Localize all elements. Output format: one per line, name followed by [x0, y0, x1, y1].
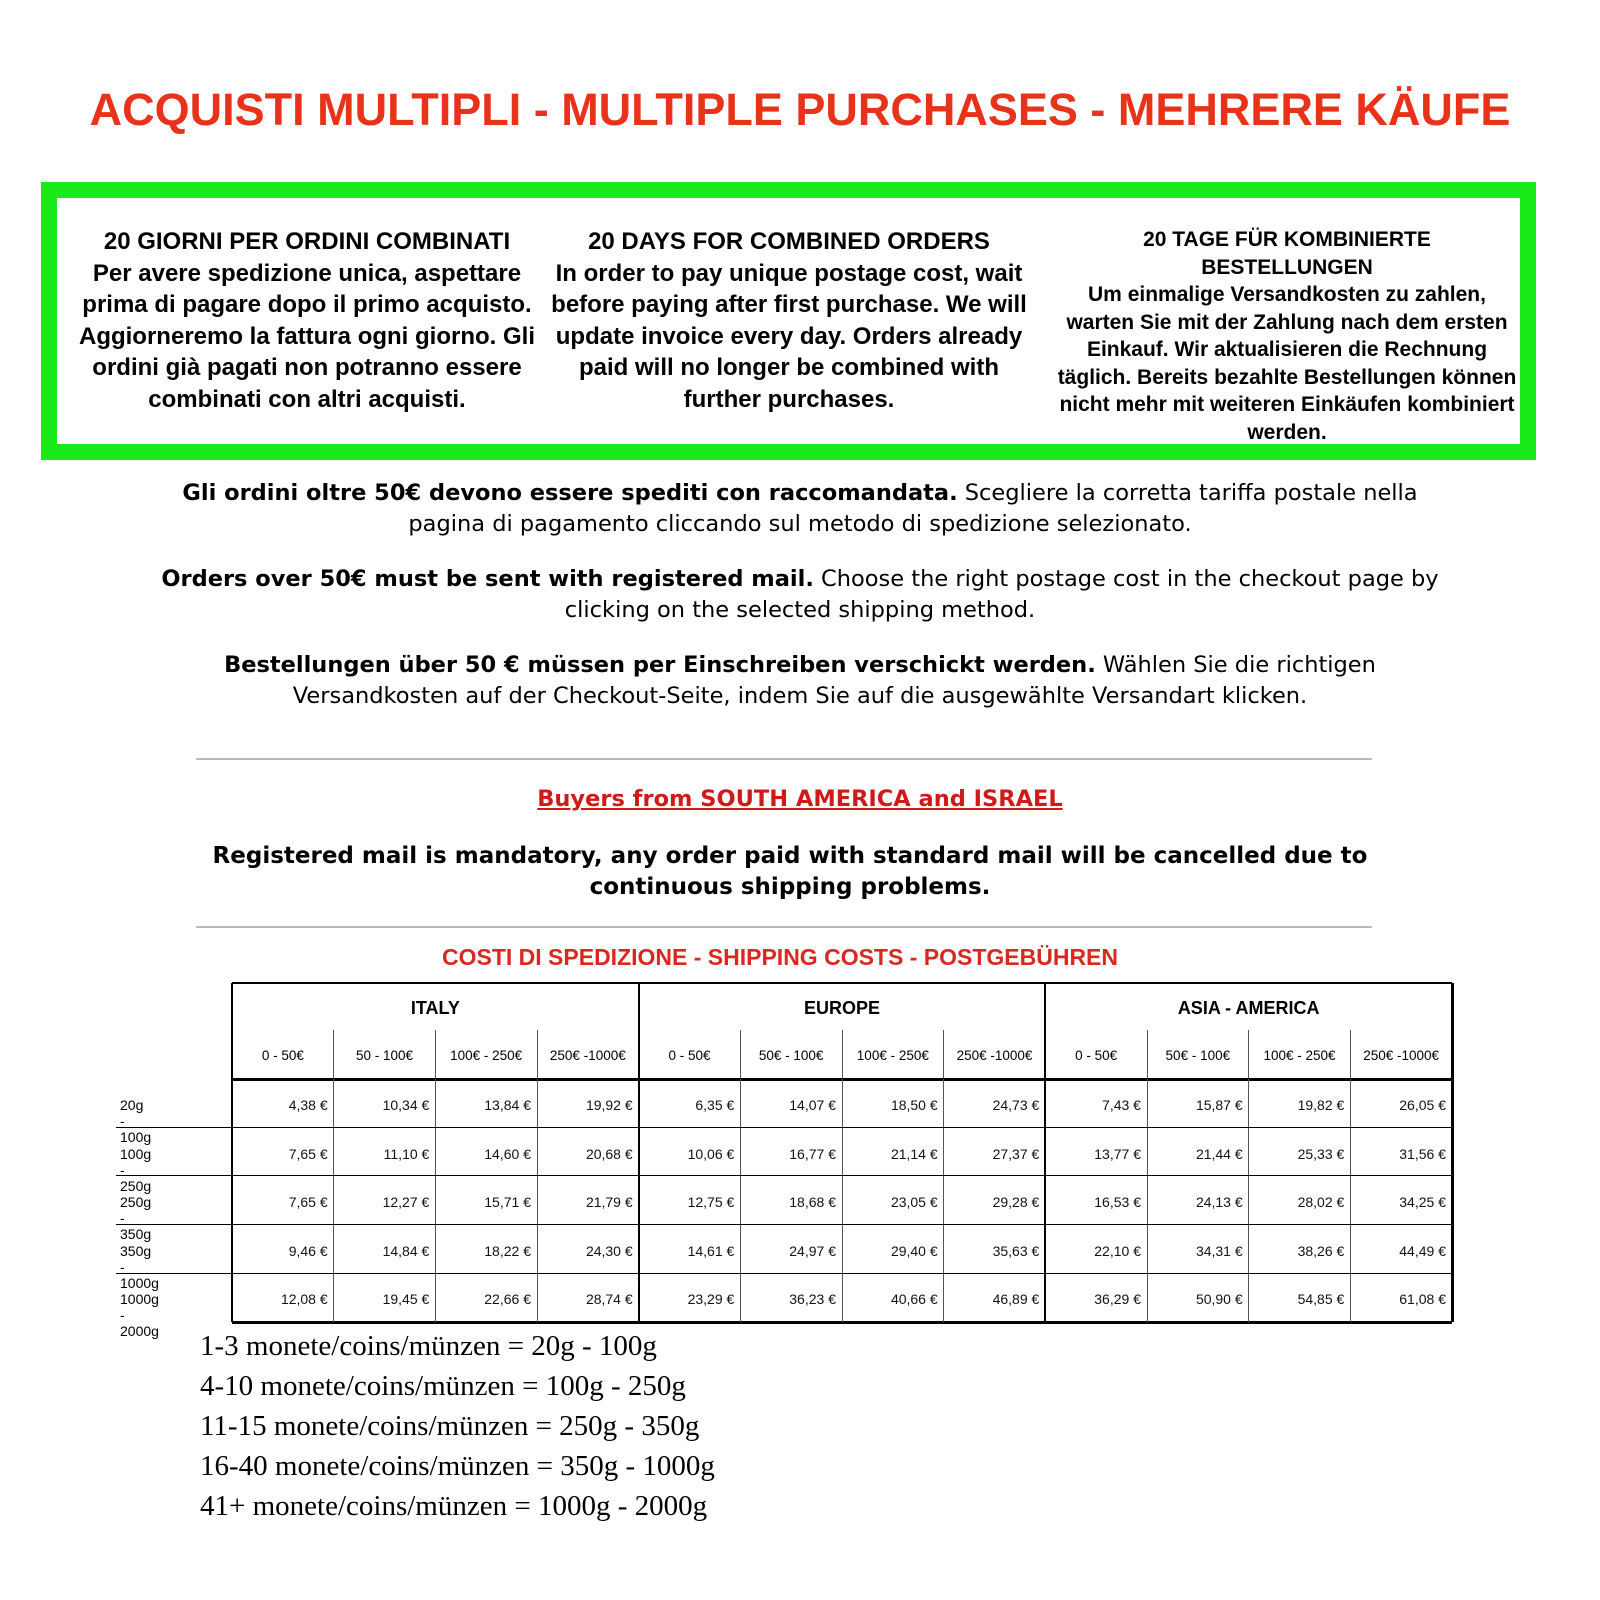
combined-orders-text: Per avere spedizione unica, aspettare prima di pagare dopo il primo acquisto. Aggiorneremo la fattura ogni giorno. Gli ordini già pagati non potranno essere combinati con altri acquisti. [78, 259, 535, 413]
price-cell: 12,08 € [280, 1291, 328, 1308]
registered-mail-notice-italian [150, 478, 1450, 540]
weight-legend-item: 1-3 monete/coins/münzen = 20g - 100g [200, 1330, 657, 1362]
combined-orders-heading: 20 TAGE FÜR KOMBINIERTE BESTELLUNGEN [1143, 228, 1431, 279]
combined-orders-text: Um einmalige Versandkosten zu zahlen, warten Sie mit der Zahlung nach dem ersten Einkauf. Wir aktualisieren die Rechnung täglich. Bereits bezahlte Bestellungen können nicht mehr mit weiteren Einkäufen kombiniert werden. [1057, 283, 1517, 444]
price-range-header: 100€ - 250€ [450, 1048, 523, 1063]
price-range-header: 100€ - 250€ [1263, 1048, 1336, 1063]
table-rule [1451, 983, 1454, 1322]
combined-orders-heading: 20 GIORNI PER ORDINI COMBINATI [103, 228, 511, 255]
weight-row-label: 20g - 100g [120, 1097, 152, 1145]
price-cell: 38,26 € [1297, 1242, 1345, 1259]
combined-orders-english [544, 226, 1034, 415]
price-cell: 34,25 € [1399, 1194, 1446, 1211]
price-cell: 10,06 € [687, 1145, 735, 1162]
price-range-header: 0 - 50€ [261, 1048, 304, 1063]
price-cell: 44,49 € [1399, 1242, 1446, 1259]
price-cell: 19,82 € [1297, 1097, 1345, 1113]
page-title: ACQUISTI MULTIPLI - MULTIPLE PURCHASES - MEHRERE KÄUFE [89, 84, 1511, 135]
price-cell: 24,13 € [1195, 1194, 1243, 1211]
weight-legend-item: 4-10 monete/coins/münzen = 100g - 250g [200, 1370, 686, 1402]
price-cell: 23,29 € [687, 1291, 735, 1308]
notice-text: Choose the right postage cost in the checkout page by clicking on the selected shipping method. [564, 566, 1439, 623]
price-range-header: 250€ -1000€ [1363, 1048, 1440, 1063]
price-cell: 11,10 € [383, 1145, 430, 1162]
notice-bold: Orders over 50€ must be sent with registered mail. [161, 566, 814, 592]
combined-orders-text: In order to pay unique postage cost, wait before paying after first purchase. We will update invoice every day. Orders already paid will no longer be combined with further purchases. [551, 259, 1027, 413]
weight-row-label: 1000g - 2000g [120, 1291, 159, 1340]
price-cell: 15,71 € [484, 1194, 531, 1211]
price-range-header: 0 - 50€ [668, 1048, 711, 1063]
price-cell: 24,30 € [585, 1242, 633, 1259]
price-cell: 40,66 € [890, 1291, 938, 1308]
combined-orders-german [1057, 226, 1517, 446]
price-cell: 21,44 € [1195, 1145, 1243, 1162]
price-cell: 18,68 € [789, 1194, 836, 1211]
price-cell: 28,74 € [585, 1291, 633, 1308]
price-cell: 10,34 € [382, 1097, 430, 1113]
price-cell: 13,84 € [484, 1097, 531, 1113]
buyers-heading: Buyers from SOUTH AMERICA and ISRAEL [537, 786, 1063, 812]
registered-mail-notice-english [150, 564, 1450, 626]
region-header: EUROPE [803, 998, 880, 1018]
price-cell: 4,38 € [288, 1097, 328, 1113]
price-cell: 14,60 € [484, 1145, 531, 1162]
price-cell: 46,89 € [992, 1291, 1040, 1308]
price-cell: 29,28 € [992, 1194, 1040, 1211]
price-cell: 6,35 € [695, 1097, 735, 1113]
price-cell: 54,85 € [1297, 1291, 1345, 1308]
weight-legend-item: 16-40 monete/coins/münzen = 350g - 1000g [200, 1450, 715, 1482]
weight-row-label: 250g - 350g [120, 1194, 152, 1243]
notice-text: Wählen Sie die richtigen Versandkosten auf der Checkout-Seite, indem Sie auf die ausgewählte Versandart klicken. [292, 652, 1376, 709]
price-cell: 61,08 € [1399, 1291, 1446, 1308]
mandatory-notice: Registered mail is mandatory, any order paid with standard mail will be cancelled due to continuous shipping problems. [212, 843, 1368, 900]
price-cell: 16,53 € [1094, 1194, 1141, 1211]
combined-orders-box [41, 182, 1536, 460]
price-cell: 16,77 € [789, 1145, 836, 1162]
price-cell: 21,79 € [585, 1194, 633, 1211]
price-cell: 13,77 € [1094, 1145, 1141, 1162]
price-cell: 7,65 € [288, 1194, 328, 1211]
price-cell: 31,56 € [1399, 1145, 1446, 1162]
price-cell: 22,66 € [484, 1291, 531, 1308]
price-cell: 24,97 € [789, 1242, 836, 1259]
price-cell: 7,65 € [288, 1145, 328, 1162]
price-cell: 34,31 € [1195, 1242, 1243, 1259]
table-rule [116, 1127, 1452, 1128]
price-range-header: 250€ -1000€ [956, 1048, 1033, 1063]
price-range-header: 100€ - 250€ [856, 1048, 929, 1063]
price-cell: 7,43 € [1102, 1097, 1141, 1113]
price-cell: 36,23 € [789, 1291, 836, 1308]
price-cell: 23,05 € [890, 1194, 938, 1211]
region-header: ASIA - AMERICA [1177, 998, 1320, 1018]
price-range-header: 250€ -1000€ [549, 1048, 626, 1063]
notice-bold: Gli ordini oltre 50€ devono essere spediti con raccomandata. [182, 480, 958, 506]
price-range-header: 50€ - 100€ [1165, 1048, 1231, 1063]
price-range-header: 50 - 100€ [355, 1048, 413, 1063]
divider [196, 926, 1372, 928]
price-cell: 14,61 € [687, 1242, 735, 1259]
table-rule [116, 1175, 1452, 1176]
price-cell: 35,63 € [992, 1242, 1040, 1259]
price-range-header: 0 - 50€ [1075, 1048, 1118, 1063]
weight-legend-item: 11-15 monete/coins/münzen = 250g - 350g [200, 1410, 700, 1442]
region-header: ITALY [410, 998, 460, 1018]
price-cell: 12,27 € [382, 1194, 430, 1211]
price-cell: 20,68 € [585, 1145, 633, 1162]
price-cell: 15,87 € [1195, 1097, 1243, 1113]
price-cell: 18,50 € [890, 1097, 938, 1113]
price-cell: 12,75 € [687, 1194, 735, 1211]
registered-mail-notice-german [150, 650, 1450, 712]
shipping-costs-title: COSTI DI SPEDIZIONE - SHIPPING COSTS - POSTGEBÜHREN [441, 944, 1119, 970]
weight-legend [200, 1326, 715, 1526]
price-cell: 19,92 € [585, 1097, 633, 1113]
price-cell: 26,05 € [1399, 1097, 1446, 1113]
table-rule [116, 1224, 1452, 1225]
price-cell: 28,02 € [1297, 1194, 1345, 1211]
table-rule [232, 982, 1452, 984]
price-cell: 18,22 € [484, 1242, 531, 1259]
price-cell: 27,37 € [992, 1145, 1040, 1162]
price-cell: 14,07 € [789, 1097, 836, 1113]
price-cell: 22,10 € [1094, 1242, 1141, 1259]
notice-text: Scegliere la corretta tariffa postale nella pagina di pagamento cliccando sul metodo di spedizione selezionato. [408, 480, 1418, 537]
price-range-header: 50€ - 100€ [758, 1048, 824, 1063]
price-cell: 24,73 € [992, 1097, 1040, 1113]
weight-legend-item: 41+ monete/coins/münzen = 1000g - 2000g [200, 1490, 708, 1522]
combined-orders-heading: 20 DAYS FOR COMBINED ORDERS [588, 228, 990, 255]
price-cell: 25,33 € [1297, 1145, 1345, 1162]
price-cell: 29,40 € [890, 1242, 938, 1259]
price-cell: 19,45 € [382, 1291, 430, 1308]
price-cell: 21,14 € [890, 1145, 938, 1162]
price-cell: 36,29 € [1094, 1291, 1141, 1308]
price-cell: 50,90 € [1195, 1291, 1243, 1308]
price-cell: 14,84 € [382, 1242, 430, 1259]
divider [196, 758, 1372, 760]
weight-row-label: 350g - 1000g [120, 1242, 159, 1291]
table-rule [116, 1273, 1452, 1274]
price-cell: 9,46 € [288, 1242, 328, 1259]
combined-orders-italian [67, 226, 547, 415]
notice-bold: Bestellungen über 50 € müssen per Einschreiben verschickt werden. [224, 652, 1096, 678]
weight-row-label: 100g - 250g [120, 1145, 152, 1194]
